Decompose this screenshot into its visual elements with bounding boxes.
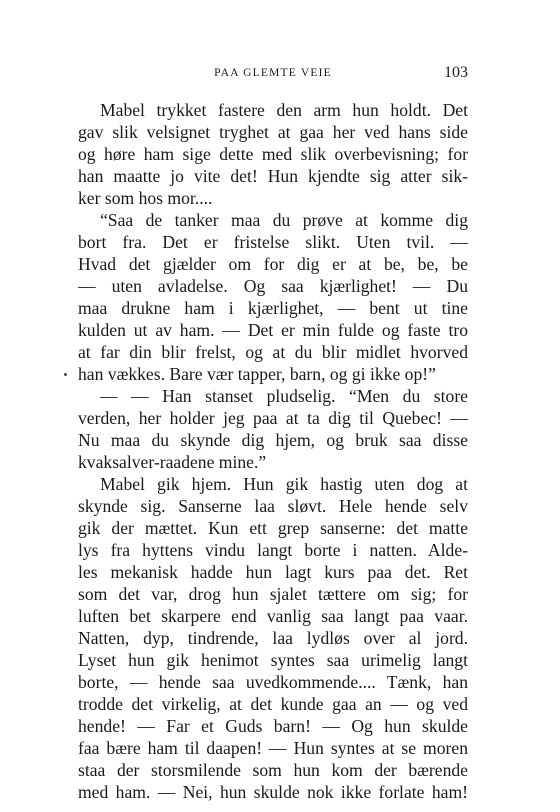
text-line: med ham. — Nei, hun skulde nok ikke forlate ham! bbox=[78, 782, 468, 802]
text-line: gav slik velsignet tryghet at gaa her ved hans side bbox=[78, 122, 468, 142]
text-line: kulden ut av ham. — Det er min fulde og faste tro bbox=[78, 320, 468, 340]
text-line: verden, her holder jeg paa at ta dig til Quebec! — bbox=[78, 408, 468, 428]
text-line: “Saa de tanker maa du prøve at komme dig bbox=[100, 210, 468, 230]
text-line: Hvad det gjælder om for dig er at be, be, be bbox=[78, 254, 468, 274]
text-line: faa bære ham til daapen! — Hun syntes at se moren bbox=[78, 738, 468, 758]
text-line: kvaksalver-raadene mine.” bbox=[78, 452, 267, 472]
text-line: ker som hos mor.... bbox=[78, 188, 213, 208]
running-title: PAA GLEMTE VEIE bbox=[214, 67, 332, 79]
stray-ink-mark bbox=[64, 373, 67, 376]
text-line: Natten, dyp, tindrende, laa lydløs over al jord. bbox=[78, 628, 468, 648]
text-line: som det var, drog hun sjalet tættere om sig; for bbox=[78, 584, 468, 604]
text-line: hende! — Far et Guds barn! — Og hun skulde bbox=[78, 716, 468, 736]
page-number: 103 bbox=[444, 64, 468, 81]
text-line: Mabel trykket fastere den arm hun holdt. Det bbox=[100, 100, 468, 120]
text-line: borte, — hende saa uvedkommende.... Tænk, han bbox=[78, 672, 468, 692]
text-line: skynde sig. Sanserne laa sløvt. Hele hende selv bbox=[78, 496, 468, 516]
text-line: maa drukne ham i kjærlighet, — bent ut tine bbox=[78, 298, 468, 318]
text-line: — uten avladelse. Og saa kjærlighet! — Du bbox=[78, 276, 468, 296]
text-line: les mekanisk hadde hun lagt kurs paa det. Ret bbox=[78, 562, 468, 582]
text-line: — — Han stanset pludselig. “Men du store bbox=[100, 386, 468, 406]
text-line: lys fra hyttens vindu langt borte i natten. Alde- bbox=[78, 540, 468, 560]
running-header bbox=[78, 64, 468, 84]
text-line: staa der storsmilende som hun kom der bærende bbox=[78, 760, 468, 780]
text-line: Mabel gik hjem. Hun gik hastig uten dog at bbox=[100, 474, 468, 494]
text-line: trodde det virkelig, at det kunde gaa an — og ved bbox=[78, 694, 468, 714]
text-line: luften bet skarpere end vanlig saa langt paa vaar. bbox=[78, 606, 468, 626]
body-text bbox=[78, 99, 468, 803]
text-line: Nu maa du skynde dig hjem, og bruk saa disse bbox=[78, 430, 468, 450]
text-line: han vækkes. Bare vær tapper, barn, og gi ikke op!” bbox=[78, 364, 436, 384]
text-line: at far din blir frelst, og at du blir midlet hvorved bbox=[78, 342, 468, 362]
text-line: gik der mættet. Kun ett grep sanserne: det matte bbox=[78, 518, 468, 538]
text-line: Lyset hun gik henimot syntes saa urimelig langt bbox=[78, 650, 468, 670]
text-line: bort fra. Det er fristelse slikt. Uten tvil. — bbox=[78, 232, 468, 252]
text-line: han maatte jo vite det! Hun kjendte sig atter sik- bbox=[78, 166, 468, 186]
text-line: og høre ham sige dette med slik overbevisning; for bbox=[78, 144, 468, 164]
